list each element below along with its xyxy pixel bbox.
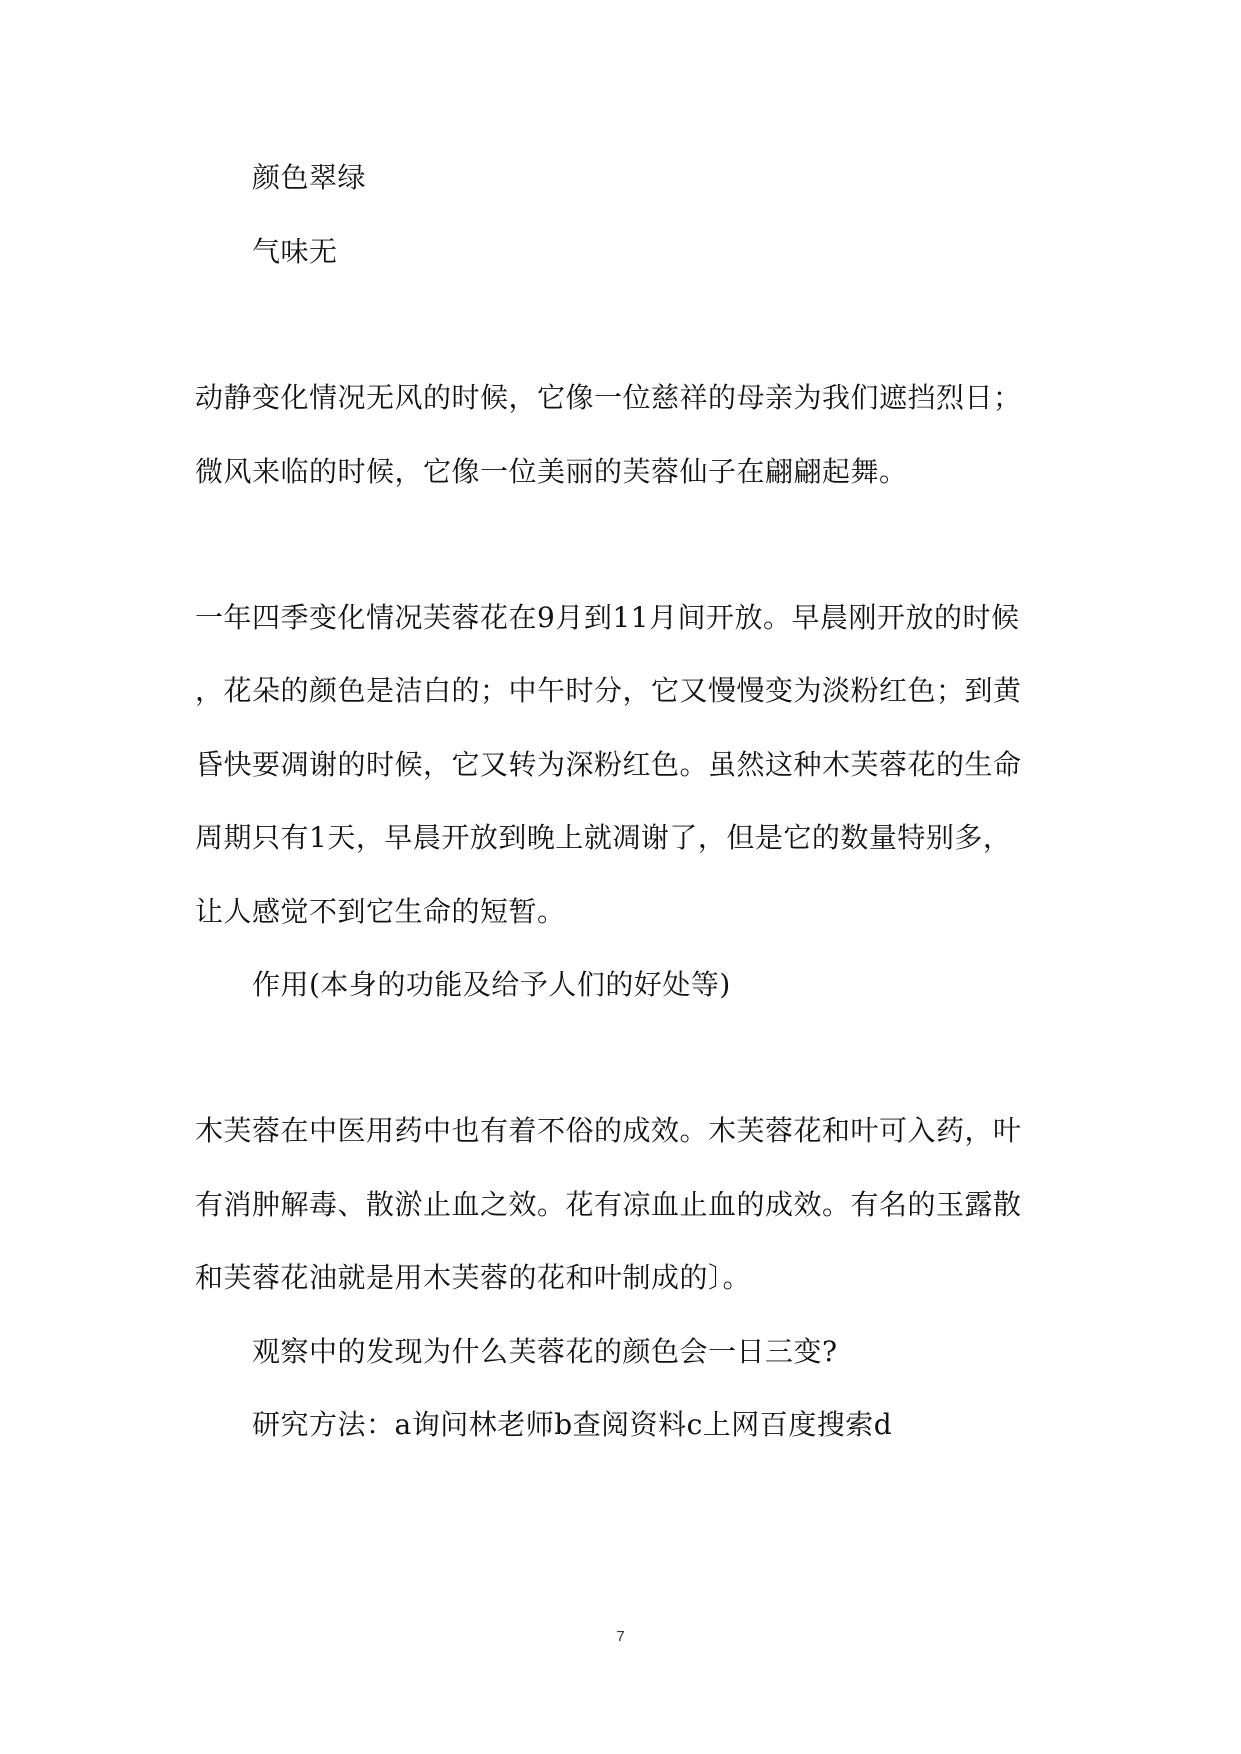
text-line-seasons-4: 周期只有1天，早晨开放到晚上就凋谢了，但是它的数量特别多， bbox=[195, 821, 1012, 854]
page-number: 7 bbox=[616, 1628, 625, 1645]
text-line-smell: 气味无 bbox=[252, 235, 338, 268]
text-line-medicine-1: 木芙蓉在中医用药中也有着不俗的成效。木芙蓉花和叶可入药，叶 bbox=[195, 1114, 1022, 1147]
text-line-seasons-2: ，花朵的颜色是洁白的；中午时分，它又慢慢变为淡粉红色；到黄 bbox=[195, 674, 1022, 707]
text-line-medicine-3: 和芙蓉花油就是用木芙蓉的花和叶制成的〕。 bbox=[195, 1261, 752, 1294]
text-line-motion-1: 动静变化情况无风的时候，它像一位慈祥的母亲为我们遮挡烈日； bbox=[195, 381, 1022, 414]
text-line-observation: 观察中的发现为什么芙蓉花的颜色会一日三变? bbox=[252, 1335, 838, 1368]
text-line-medicine-2: 有消肿解毒、散淤止血之效。花有凉血止血的成效。有名的玉露散 bbox=[195, 1188, 1022, 1221]
text-line-function-heading: 作用(本身的功能及给予人们的好处等) bbox=[252, 968, 731, 1001]
text-line-seasons-3: 昏快要凋谢的时候，它又转为深粉红色。虽然这种木芙蓉花的生命 bbox=[195, 748, 1022, 781]
text-line-color: 颜色翠绿 bbox=[252, 161, 367, 194]
text-line-seasons-1: 一年四季变化情况芙蓉花在9月到11月间开放。早晨刚开放的时候 bbox=[195, 601, 1020, 634]
text-line-motion-2: 微风来临的时候，它像一位美丽的芙蓉仙子在翩翩起舞。 bbox=[195, 455, 908, 488]
text-line-methods: 研究方法：a询问林老师b查阅资料c上网百度搜索d bbox=[252, 1408, 893, 1441]
text-line-seasons-5: 让人感觉不到它生命的短暂。 bbox=[195, 895, 566, 928]
